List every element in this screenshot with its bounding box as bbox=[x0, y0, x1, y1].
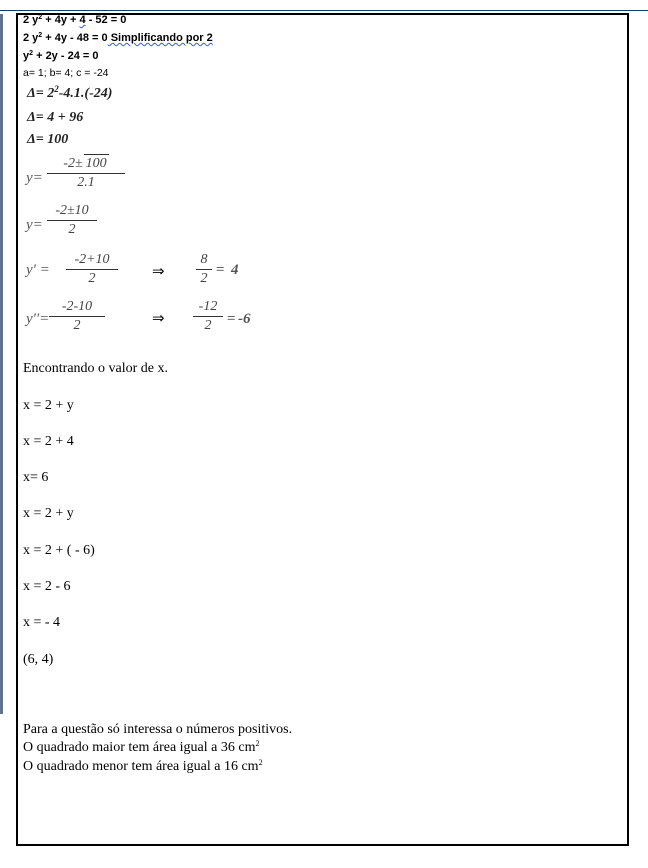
text-line: (6, 4) bbox=[23, 652, 54, 667]
coefficients-line: a= 1; b= 4; c = -24 bbox=[23, 67, 109, 79]
implies-arrow-icon: ⇒ bbox=[152, 262, 165, 280]
formula3-result-fraction: 8 2 bbox=[196, 251, 212, 288]
page-top-margin bbox=[0, 0, 648, 10]
text-line: x = 2 + y bbox=[23, 506, 74, 521]
text-line: x = 2 - 6 bbox=[23, 579, 71, 594]
formula4-equals: = bbox=[226, 311, 237, 327]
delta-line-3: Δ= 100 bbox=[27, 132, 69, 147]
formula3-fraction: -2+10 2 bbox=[66, 251, 118, 288]
text-line: x = 2 + ( - 6) bbox=[23, 543, 95, 558]
header-rule bbox=[0, 10, 648, 11]
text-line: x = 2 + y bbox=[23, 398, 74, 413]
implies-arrow-icon: ⇒ bbox=[152, 309, 165, 327]
text-line: x = - 4 bbox=[23, 615, 61, 630]
left-edge-marker bbox=[0, 14, 3, 714]
equation-line-2: 2 $y^2 + 4y - 48 = 0$ Simplificando por 2 bbox=[23, 32, 213, 44]
text-line: O quadrado maior tem área igual a 36 $cm^2$ bbox=[23, 739, 260, 755]
delta-line-2: Δ= 4 + 96 bbox=[27, 110, 84, 125]
formula1-lhs: y= bbox=[26, 170, 43, 186]
formula3-equals: = bbox=[215, 262, 226, 278]
formula2-fraction: -2±10 2 bbox=[47, 202, 97, 239]
text-line: Encontrando o valor de x. bbox=[23, 361, 169, 376]
formula3-result: 4 bbox=[231, 262, 239, 278]
formula2-lhs: y= bbox=[26, 217, 43, 233]
text-line: x = 2 + 4 bbox=[23, 434, 74, 449]
text-line: x= 6 bbox=[23, 470, 49, 485]
formula4-lhs: y''= bbox=[26, 311, 50, 327]
delta-line-1: $\Delta= 2^2-4.1.(-24)$ bbox=[27, 84, 113, 101]
equation-line-3: $y^2 + 2y - 24 = 0$ bbox=[23, 50, 99, 62]
formula4-result-fraction: -12 2 bbox=[193, 298, 223, 335]
equation-line-1: 2 $y^2 + 4y + 4 - 52 = 0$ bbox=[23, 14, 127, 26]
text-line: O quadrado menor tem área igual a 16 $cm^2$ bbox=[23, 758, 263, 774]
formula4-result: -6 bbox=[238, 311, 251, 327]
formula3-lhs: y' = bbox=[26, 262, 50, 278]
formula4-fraction: -2-10 2 bbox=[49, 298, 105, 335]
formula1-fraction: -2± 100 2.1 bbox=[47, 154, 125, 192]
text-line: Para a questão só interessa o números positivos. bbox=[23, 722, 293, 737]
